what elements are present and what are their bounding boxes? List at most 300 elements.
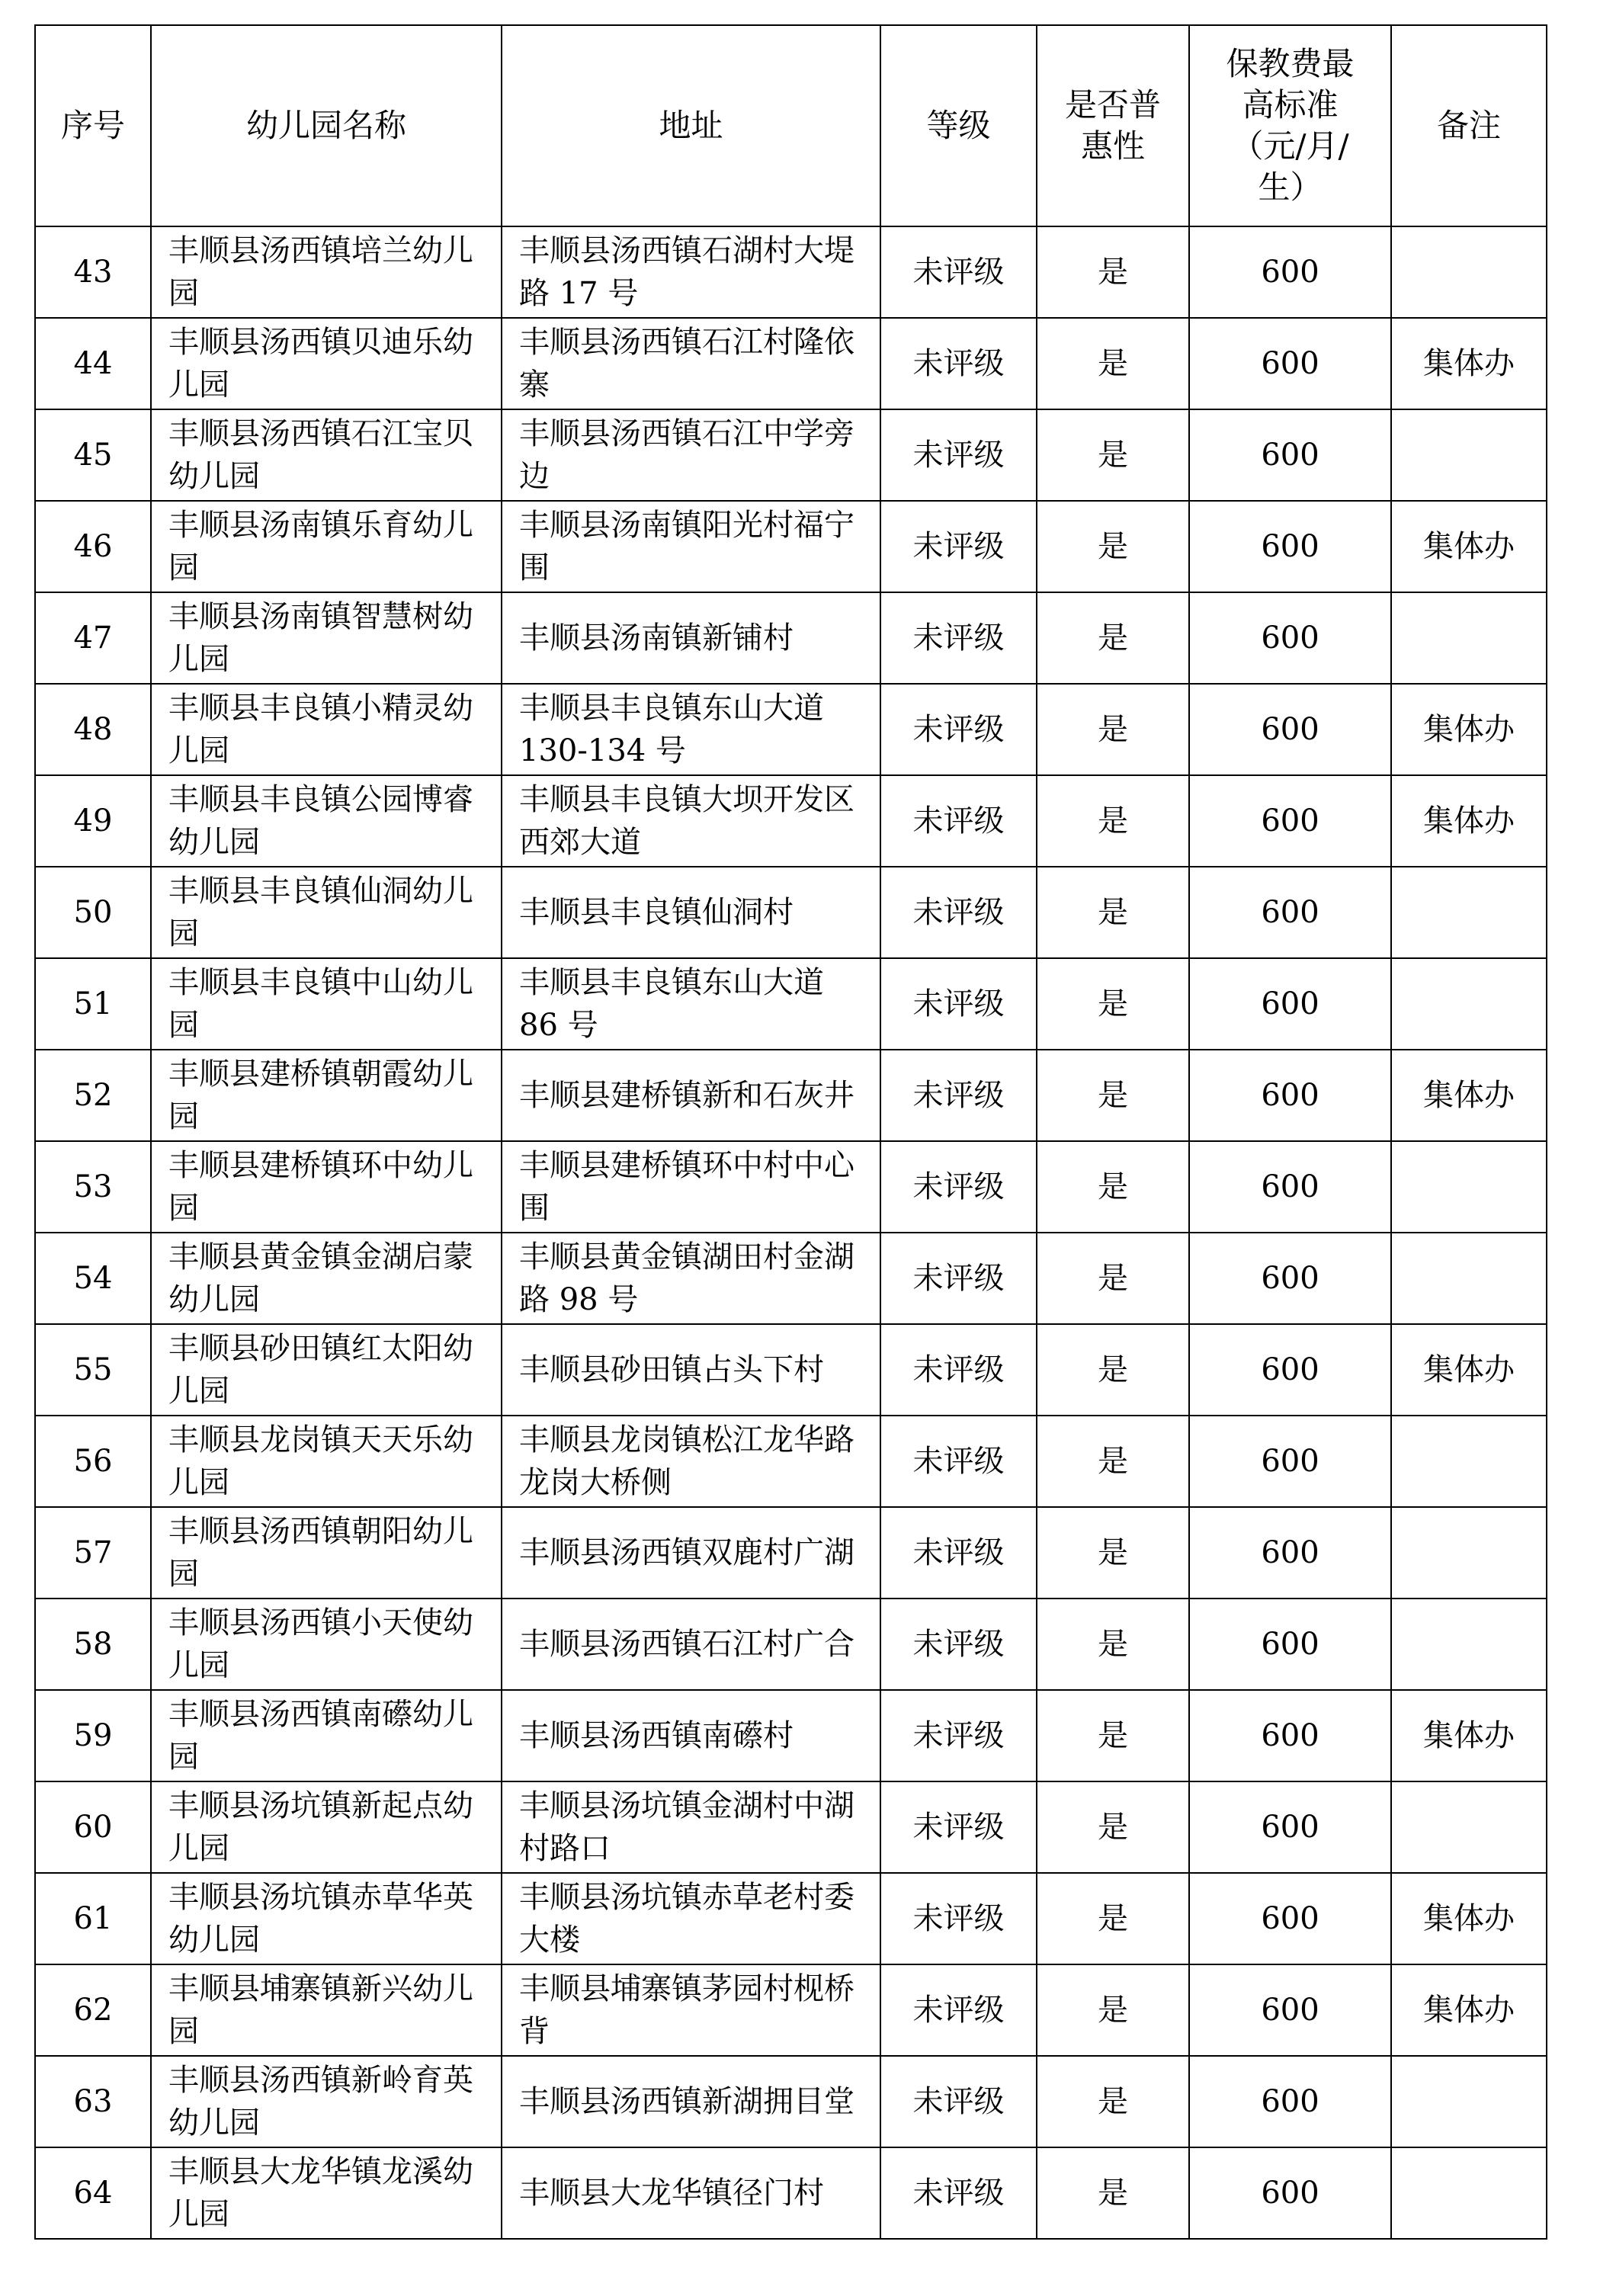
table-row xyxy=(35,2056,1547,2147)
header-name: 幼儿园名称 xyxy=(151,25,502,226)
is-puhui-cell xyxy=(1037,1690,1189,1781)
remark-cell xyxy=(1391,684,1547,775)
kindergarten-level-cell xyxy=(880,1599,1037,1690)
remark: 集体办 xyxy=(1423,803,1515,839)
kindergarten-name: 丰顺县汤坑镇赤草华英幼儿园 xyxy=(168,1880,473,1958)
max-fee: 600 xyxy=(1261,255,1319,290)
is-puhui-cell xyxy=(1037,1324,1189,1416)
kindergarten-level: 未评级 xyxy=(912,1718,1005,1753)
row-index: 49 xyxy=(73,803,113,839)
kindergarten-level: 未评级 xyxy=(912,1535,1005,1570)
kindergarten-address-cell xyxy=(502,958,880,1050)
is-puhui-cell xyxy=(1037,775,1189,867)
row-index-cell xyxy=(35,1873,151,1964)
max-fee: 600 xyxy=(1261,1993,1319,2028)
kindergarten-name-cell xyxy=(151,1507,502,1599)
kindergarten-address: 丰顺县汤坑镇金湖村中湖村路口 xyxy=(519,1788,855,1866)
remark-cell xyxy=(1391,1507,1547,1599)
kindergarten-name-cell xyxy=(151,2056,502,2147)
kindergarten-level-cell xyxy=(880,1690,1037,1781)
is-puhui-cell xyxy=(1037,958,1189,1050)
row-index: 44 xyxy=(73,346,113,381)
is-puhui-cell xyxy=(1037,409,1189,501)
kindergarten-level: 未评级 xyxy=(912,346,1005,381)
is-puhui: 是 xyxy=(1098,895,1128,930)
is-puhui: 是 xyxy=(1098,529,1128,564)
kindergarten-level: 未评级 xyxy=(912,712,1005,747)
kindergarten-address: 丰顺县汤西镇南礤村 xyxy=(519,1718,794,1753)
table-row xyxy=(35,1781,1547,1873)
max-fee: 600 xyxy=(1261,1535,1319,1570)
is-puhui-cell xyxy=(1037,2056,1189,2147)
max-fee: 600 xyxy=(1261,2176,1319,2211)
row-index: 54 xyxy=(73,1261,113,1296)
kindergarten-name: 丰顺县黄金镇金湖启蒙幼儿园 xyxy=(168,1239,473,1317)
is-puhui-cell xyxy=(1037,1416,1189,1507)
kindergarten-address-cell xyxy=(502,409,880,501)
kindergarten-address-cell xyxy=(502,226,880,318)
kindergarten-name: 丰顺县建桥镇朝霞幼儿园 xyxy=(168,1057,473,1134)
row-index-cell xyxy=(35,684,151,775)
kindergarten-address-cell xyxy=(502,1324,880,1416)
kindergarten-level-cell xyxy=(880,1324,1037,1416)
table-row xyxy=(35,958,1547,1050)
kindergarten-level-cell xyxy=(880,1050,1037,1141)
is-puhui: 是 xyxy=(1098,1444,1128,1479)
kindergarten-level-cell xyxy=(880,1964,1037,2056)
is-puhui: 是 xyxy=(1098,712,1128,747)
table-row xyxy=(35,1233,1547,1324)
table-row xyxy=(35,775,1547,867)
max-fee: 600 xyxy=(1261,1352,1319,1387)
header-addr: 地址 xyxy=(502,25,880,226)
table-row xyxy=(35,684,1547,775)
kindergarten-name-cell xyxy=(151,2147,502,2239)
kindergarten-name: 丰顺县汤西镇贝迪乐幼儿园 xyxy=(168,325,473,402)
max-fee-cell xyxy=(1189,1781,1391,1873)
row-index: 53 xyxy=(73,1169,113,1204)
kindergarten-level-cell xyxy=(880,684,1037,775)
kindergarten-address: 丰顺县汤西镇石江村隆依寨 xyxy=(519,325,855,402)
max-fee-cell xyxy=(1189,1873,1391,1964)
kindergarten-address-cell xyxy=(502,2056,880,2147)
kindergarten-name-cell xyxy=(151,1416,502,1507)
kindergarten-address: 丰顺县汤南镇新铺村 xyxy=(519,620,794,656)
is-puhui: 是 xyxy=(1098,1078,1128,1113)
kindergarten-name: 丰顺县龙岗镇天天乐幼儿园 xyxy=(168,1422,473,1500)
kindergarten-level-cell xyxy=(880,958,1037,1050)
kindergarten-address: 丰顺县丰良镇东山大道 86 号 xyxy=(519,965,824,1043)
remark: 集体办 xyxy=(1423,1718,1515,1753)
max-fee: 600 xyxy=(1261,438,1319,473)
row-index: 48 xyxy=(73,712,113,747)
max-fee: 600 xyxy=(1261,529,1319,564)
kindergarten-level-cell xyxy=(880,1873,1037,1964)
kindergarten-address: 丰顺县大龙华镇径门村 xyxy=(519,2176,824,2211)
is-puhui: 是 xyxy=(1098,346,1128,381)
is-puhui-cell xyxy=(1037,592,1189,684)
is-puhui-cell xyxy=(1037,501,1189,592)
max-fee-cell xyxy=(1189,409,1391,501)
kindergarten-address-cell xyxy=(502,1599,880,1690)
kindergarten-address-cell xyxy=(502,1781,880,1873)
kindergarten-address-cell xyxy=(502,592,880,684)
kindergarten-address-cell xyxy=(502,318,880,409)
kindergarten-level-cell xyxy=(880,501,1037,592)
kindergarten-name-cell xyxy=(151,1324,502,1416)
is-puhui-cell xyxy=(1037,1233,1189,1324)
header-idx: 序号 xyxy=(35,25,151,226)
kindergarten-name: 丰顺县汤西镇南礤幼儿园 xyxy=(168,1697,473,1775)
max-fee: 600 xyxy=(1261,1718,1319,1753)
kindergarten-address: 丰顺县龙岗镇松江龙华路龙岗大桥侧 xyxy=(519,1422,855,1500)
remark-cell xyxy=(1391,1050,1547,1141)
kindergarten-address-cell xyxy=(502,1233,880,1324)
kindergarten-address: 丰顺县汤西镇双鹿村广湖 xyxy=(519,1535,855,1570)
table-row xyxy=(35,1690,1547,1781)
is-puhui-cell xyxy=(1037,1050,1189,1141)
kindergarten-name: 丰顺县丰良镇小精灵幼儿园 xyxy=(168,691,473,768)
kindergarten-level-cell xyxy=(880,409,1037,501)
kindergarten-name-cell xyxy=(151,1233,502,1324)
max-fee-cell xyxy=(1189,226,1391,318)
is-puhui: 是 xyxy=(1098,438,1128,473)
row-index-cell xyxy=(35,1050,151,1141)
kindergarten-address-cell xyxy=(502,1416,880,1507)
row-index: 59 xyxy=(73,1718,113,1753)
row-index-cell xyxy=(35,1324,151,1416)
is-puhui: 是 xyxy=(1098,255,1128,290)
row-index-cell xyxy=(35,1233,151,1324)
remark: 集体办 xyxy=(1423,1352,1515,1387)
kindergarten-name: 丰顺县丰良镇中山幼儿园 xyxy=(168,965,473,1043)
kindergarten-name: 丰顺县汤西镇培兰幼儿园 xyxy=(168,233,473,311)
row-index-cell xyxy=(35,775,151,867)
max-fee: 600 xyxy=(1261,1169,1319,1204)
kindergarten-address: 丰顺县汤南镇阳光村福宁围 xyxy=(519,508,855,585)
kindergarten-address-cell xyxy=(502,1873,880,1964)
is-puhui: 是 xyxy=(1098,1261,1128,1296)
is-puhui: 是 xyxy=(1098,1993,1128,2028)
kindergarten-level: 未评级 xyxy=(912,620,1005,656)
kindergarten-address: 丰顺县丰良镇东山大道 130-134 号 xyxy=(519,691,824,768)
kindergarten-level: 未评级 xyxy=(912,1444,1005,1479)
kindergarten-address: 丰顺县汤西镇石江村广合 xyxy=(519,1627,855,1662)
table-row xyxy=(35,501,1547,592)
kindergarten-level: 未评级 xyxy=(912,2176,1005,2211)
table-row xyxy=(35,1050,1547,1141)
remark-cell xyxy=(1391,958,1547,1050)
kindergarten-level-cell xyxy=(880,2056,1037,2147)
kindergarten-level: 未评级 xyxy=(912,1169,1005,1204)
kindergarten-name-cell xyxy=(151,1873,502,1964)
table-row xyxy=(35,226,1547,318)
kindergarten-address-cell xyxy=(502,684,880,775)
remark-cell xyxy=(1391,318,1547,409)
is-puhui-cell xyxy=(1037,226,1189,318)
remark-cell xyxy=(1391,1233,1547,1324)
row-index: 46 xyxy=(73,529,113,564)
row-index: 45 xyxy=(73,438,113,473)
header-fee: 保教费最高标准（元/月/生） xyxy=(1189,25,1391,226)
remark-cell xyxy=(1391,501,1547,592)
remark-cell xyxy=(1391,1781,1547,1873)
kindergarten-level-cell xyxy=(880,1507,1037,1599)
is-puhui-cell xyxy=(1037,2147,1189,2239)
max-fee-cell xyxy=(1189,867,1391,958)
is-puhui: 是 xyxy=(1098,1901,1128,1936)
kindergarten-level-cell xyxy=(880,226,1037,318)
table-row xyxy=(35,1873,1547,1964)
row-index-cell xyxy=(35,2147,151,2239)
kindergarten-level: 未评级 xyxy=(912,986,1005,1021)
kindergarten-name: 丰顺县汤坑镇新起点幼儿园 xyxy=(168,1788,473,1866)
kindergarten-level: 未评级 xyxy=(912,2084,1005,2119)
max-fee-cell xyxy=(1189,2147,1391,2239)
is-puhui-cell xyxy=(1037,1599,1189,1690)
kindergarten-name-cell xyxy=(151,318,502,409)
remark-cell xyxy=(1391,2147,1547,2239)
kindergarten-name-cell xyxy=(151,409,502,501)
max-fee-cell xyxy=(1189,1233,1391,1324)
kindergarten-name-cell xyxy=(151,1599,502,1690)
remark-cell xyxy=(1391,1416,1547,1507)
kindergarten-name: 丰顺县汤西镇新岭育英幼儿园 xyxy=(168,2063,473,2140)
kindergarten-name: 丰顺县丰良镇仙洞幼儿园 xyxy=(168,874,473,951)
remark: 集体办 xyxy=(1423,529,1515,564)
row-index-cell xyxy=(35,1599,151,1690)
kindergarten-name: 丰顺县埔寨镇新兴幼儿园 xyxy=(168,1971,473,2049)
table-row xyxy=(35,409,1547,501)
is-puhui: 是 xyxy=(1098,1535,1128,1570)
max-fee-cell xyxy=(1189,1141,1391,1233)
kindergarten-address-cell xyxy=(502,775,880,867)
row-index-cell xyxy=(35,1781,151,1873)
row-index: 62 xyxy=(73,1993,113,2028)
max-fee-cell xyxy=(1189,1599,1391,1690)
remark-cell xyxy=(1391,409,1547,501)
max-fee-cell xyxy=(1189,592,1391,684)
row-index-cell xyxy=(35,1416,151,1507)
remark-cell xyxy=(1391,226,1547,318)
kindergarten-level: 未评级 xyxy=(912,1627,1005,1662)
kindergarten-address-cell xyxy=(502,1141,880,1233)
is-puhui: 是 xyxy=(1098,986,1128,1021)
remark-cell xyxy=(1391,2056,1547,2147)
max-fee: 600 xyxy=(1261,986,1319,1021)
remark: 集体办 xyxy=(1423,712,1515,747)
row-index-cell xyxy=(35,226,151,318)
max-fee: 600 xyxy=(1261,1810,1319,1845)
kindergarten-name-cell xyxy=(151,775,502,867)
table-row xyxy=(35,1141,1547,1233)
kindergarten-level-cell xyxy=(880,867,1037,958)
kindergarten-address: 丰顺县建桥镇环中村中心围 xyxy=(519,1148,855,1226)
row-index-cell xyxy=(35,2056,151,2147)
kindergarten-address-cell xyxy=(502,2147,880,2239)
table-row xyxy=(35,1964,1547,2056)
max-fee-cell xyxy=(1189,1964,1391,2056)
max-fee: 600 xyxy=(1261,1078,1319,1113)
kindergarten-name: 丰顺县汤西镇石江宝贝幼儿园 xyxy=(168,416,473,494)
max-fee: 600 xyxy=(1261,1901,1319,1936)
max-fee-cell xyxy=(1189,775,1391,867)
table-row xyxy=(35,1507,1547,1599)
table-row xyxy=(35,592,1547,684)
remark-cell xyxy=(1391,1690,1547,1781)
table-row xyxy=(35,1324,1547,1416)
kindergarten-address-cell xyxy=(502,1050,880,1141)
row-index-cell xyxy=(35,958,151,1050)
row-index-cell xyxy=(35,592,151,684)
table-row xyxy=(35,1599,1547,1690)
row-index-cell xyxy=(35,1141,151,1233)
kindergarten-name: 丰顺县大龙华镇龙溪幼儿园 xyxy=(168,2154,473,2232)
max-fee: 600 xyxy=(1261,803,1319,839)
row-index: 64 xyxy=(73,2176,113,2211)
max-fee-cell xyxy=(1189,1324,1391,1416)
kindergarten-name-cell xyxy=(151,1141,502,1233)
kindergarten-address: 丰顺县丰良镇仙洞村 xyxy=(519,895,794,930)
kindergarten-address: 丰顺县建桥镇新和石灰井 xyxy=(519,1078,855,1113)
kindergarten-name-cell xyxy=(151,1690,502,1781)
kindergarten-address: 丰顺县砂田镇占头下村 xyxy=(519,1352,824,1387)
remark-cell xyxy=(1391,592,1547,684)
max-fee: 600 xyxy=(1261,620,1319,656)
remark: 集体办 xyxy=(1423,1993,1515,2028)
kindergarten-level-cell xyxy=(880,1233,1037,1324)
kindergarten-name-cell xyxy=(151,867,502,958)
remark: 集体办 xyxy=(1423,346,1515,381)
kindergarten-address: 丰顺县丰良镇大坝开发区西郊大道 xyxy=(519,782,855,860)
max-fee-cell xyxy=(1189,501,1391,592)
kindergarten-level: 未评级 xyxy=(912,1078,1005,1113)
kindergarten-level-cell xyxy=(880,1781,1037,1873)
header-remark: 备注 xyxy=(1391,25,1547,226)
kindergarten-name-cell xyxy=(151,958,502,1050)
max-fee: 600 xyxy=(1261,1444,1319,1479)
max-fee-cell xyxy=(1189,684,1391,775)
table-header-row xyxy=(35,25,1547,226)
max-fee-cell xyxy=(1189,958,1391,1050)
remark-cell xyxy=(1391,775,1547,867)
remark: 集体办 xyxy=(1423,1078,1515,1113)
kindergarten-name-cell xyxy=(151,684,502,775)
max-fee: 600 xyxy=(1261,1627,1319,1662)
row-index-cell xyxy=(35,318,151,409)
is-puhui: 是 xyxy=(1098,1718,1128,1753)
max-fee: 600 xyxy=(1261,895,1319,930)
kindergarten-address: 丰顺县汤西镇新湖拥目堂 xyxy=(519,2084,855,2119)
kindergarten-address: 丰顺县汤西镇石湖村大堤路 17 号 xyxy=(519,233,855,311)
row-index: 57 xyxy=(73,1535,113,1570)
max-fee-cell xyxy=(1189,1690,1391,1781)
remark-cell xyxy=(1391,867,1547,958)
kindergarten-address: 丰顺县汤西镇石江中学旁边 xyxy=(519,416,855,494)
is-puhui: 是 xyxy=(1098,1627,1128,1662)
row-index: 60 xyxy=(73,1810,113,1845)
max-fee-cell xyxy=(1189,318,1391,409)
header-level: 等级 xyxy=(880,25,1037,226)
max-fee: 600 xyxy=(1261,1261,1319,1296)
row-index-cell xyxy=(35,501,151,592)
kindergarten-level-cell xyxy=(880,775,1037,867)
is-puhui-cell xyxy=(1037,1964,1189,2056)
is-puhui-cell xyxy=(1037,1507,1189,1599)
table-body xyxy=(35,226,1547,2239)
kindergarten-level: 未评级 xyxy=(912,1261,1005,1296)
row-index: 52 xyxy=(73,1078,113,1113)
kindergarten-address-cell xyxy=(502,867,880,958)
table-row xyxy=(35,2147,1547,2239)
is-puhui: 是 xyxy=(1098,1810,1128,1845)
is-puhui: 是 xyxy=(1098,1352,1128,1387)
kindergarten-name-cell xyxy=(151,1964,502,2056)
kindergarten-address-cell xyxy=(502,1964,880,2056)
remark-cell xyxy=(1391,1324,1547,1416)
kindergarten-address: 丰顺县汤坑镇赤草老村委大楼 xyxy=(519,1880,855,1958)
row-index: 47 xyxy=(73,620,113,656)
row-index-cell xyxy=(35,1964,151,2056)
row-index-cell xyxy=(35,1507,151,1599)
remark-cell xyxy=(1391,1141,1547,1233)
kindergarten-name: 丰顺县建桥镇环中幼儿园 xyxy=(168,1148,473,1226)
kindergarten-level-cell xyxy=(880,2147,1037,2239)
kindergarten-level: 未评级 xyxy=(912,1810,1005,1845)
row-index: 43 xyxy=(73,255,113,290)
kindergarten-name: 丰顺县汤南镇智慧树幼儿园 xyxy=(168,599,473,677)
kindergarten-name-cell xyxy=(151,1050,502,1141)
kindergarten-level: 未评级 xyxy=(912,1901,1005,1936)
row-index: 61 xyxy=(73,1901,113,1936)
row-index-cell xyxy=(35,409,151,501)
table-row xyxy=(35,1416,1547,1507)
is-puhui-cell xyxy=(1037,1141,1189,1233)
kindergarten-name: 丰顺县砂田镇红太阳幼儿园 xyxy=(168,1331,473,1409)
is-puhui: 是 xyxy=(1098,620,1128,656)
kindergarten-level: 未评级 xyxy=(912,895,1005,930)
remark-cell xyxy=(1391,1873,1547,1964)
is-puhui: 是 xyxy=(1098,1169,1128,1204)
is-puhui-cell xyxy=(1037,1781,1189,1873)
is-puhui-cell xyxy=(1037,318,1189,409)
is-puhui: 是 xyxy=(1098,803,1128,839)
kindergarten-address-cell xyxy=(502,501,880,592)
kindergarten-level: 未评级 xyxy=(912,803,1005,839)
remark: 集体办 xyxy=(1423,1901,1515,1936)
remark-cell xyxy=(1391,1599,1547,1690)
kindergarten-address-cell xyxy=(502,1507,880,1599)
is-puhui-cell xyxy=(1037,684,1189,775)
remark-cell xyxy=(1391,1964,1547,2056)
row-index: 50 xyxy=(73,895,113,930)
kindergarten-level: 未评级 xyxy=(912,1352,1005,1387)
kindergarten-name: 丰顺县丰良镇公园博睿幼儿园 xyxy=(168,782,473,860)
table-row xyxy=(35,867,1547,958)
kindergarten-name-cell xyxy=(151,1781,502,1873)
kindergarten-name: 丰顺县汤西镇朝阳幼儿园 xyxy=(168,1514,473,1592)
kindergarten-level: 未评级 xyxy=(912,438,1005,473)
max-fee: 600 xyxy=(1261,346,1319,381)
kindergarten-level: 未评级 xyxy=(912,1993,1005,2028)
kindergarten-address: 丰顺县黄金镇湖田村金湖路 98 号 xyxy=(519,1239,855,1317)
table-row xyxy=(35,318,1547,409)
row-index: 58 xyxy=(73,1627,113,1662)
row-index-cell xyxy=(35,1690,151,1781)
kindergarten-name-cell xyxy=(151,226,502,318)
row-index-cell xyxy=(35,867,151,958)
kindergarten-name: 丰顺县汤西镇小天使幼儿园 xyxy=(168,1605,473,1683)
